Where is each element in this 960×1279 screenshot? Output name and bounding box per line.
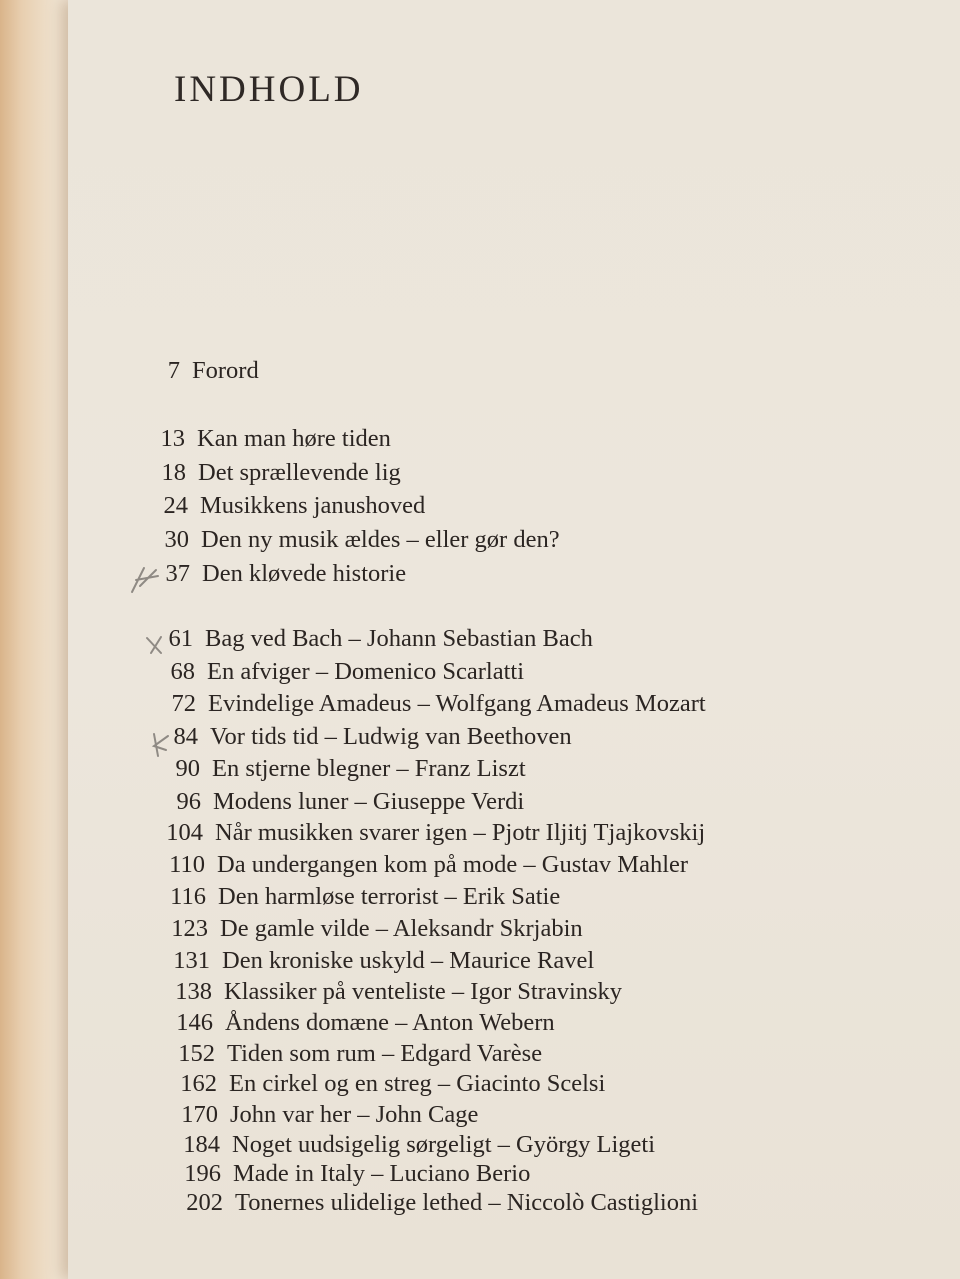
toc-page-number: 162: [180, 1070, 217, 1097]
toc-page-number: 123: [171, 915, 208, 942]
toc-entry: [148, 690, 706, 718]
toc-page-number: 90: [175, 755, 200, 782]
toc-page-number: 196: [184, 1160, 221, 1187]
toc-page-number: 138: [175, 978, 212, 1005]
toc-entry: [158, 883, 560, 911]
toc-page-number: 116: [170, 883, 206, 910]
toc-entry: [172, 1131, 655, 1159]
toc-entry-title: Made in Italy – Luciano Berio: [233, 1160, 531, 1187]
toc-entry-title: Forord: [192, 357, 259, 384]
toc-entry: [132, 357, 259, 385]
toc-entry: [155, 819, 705, 847]
toc-entry: [147, 658, 524, 686]
toc-entry: [162, 947, 594, 975]
toc-page-number: 104: [166, 819, 203, 846]
toc-entry: [165, 1009, 555, 1037]
toc-entry: [141, 526, 560, 554]
toc-entry: [160, 915, 583, 943]
toc-entry-title: Evindelige Amadeus – Wolfgang Amadeus Mozart: [208, 690, 706, 717]
toc-entry: [157, 851, 688, 879]
toc-page-number: 170: [181, 1101, 218, 1128]
toc-entry: [167, 1040, 542, 1068]
toc-page-number: 30: [164, 526, 189, 553]
toc-entry: [175, 1189, 698, 1217]
toc-page-number: 24: [163, 492, 188, 519]
toc-page-number: 68: [170, 658, 195, 685]
toc-entry-title: Bag ved Bach – Johann Sebastian Bach: [205, 625, 593, 652]
toc-entry: [169, 1070, 605, 1098]
toc-page-number: 110: [169, 851, 205, 878]
toc-entry: [153, 788, 524, 816]
toc-entry-title: Den kroniske uskyld – Maurice Ravel: [222, 947, 595, 974]
toc-entry-title: Når musikken svarer igen – Pjotr Iljitj Tjajkovskij: [215, 819, 706, 846]
toc-page-number: 146: [176, 1009, 213, 1036]
toc-page-number: 202: [186, 1189, 223, 1216]
toc-page-number: 72: [171, 690, 196, 717]
toc-entry-title: Kan man høre tiden: [197, 425, 391, 452]
toc-entry-title: Den kløvede historie: [202, 560, 407, 587]
toc-entry-title: Den harmløse terrorist – Erik Satie: [218, 883, 561, 910]
pencil-cross-icon: [143, 633, 167, 657]
toc-entry: [145, 625, 593, 653]
toc-entry-title: Klassiker på venteliste – Igor Stravinsky: [224, 978, 623, 1005]
toc-entry: [140, 492, 425, 520]
toc-entry: [142, 560, 406, 588]
toc-entry-title: Det sprællevende lig: [198, 459, 401, 486]
toc-entry-title: En stjerne blegner – Franz Liszt: [212, 755, 526, 782]
toc-page-number: 84: [173, 723, 198, 750]
toc-entry-title: En afviger – Domenico Scarlatti: [207, 658, 525, 685]
toc-page-number: 18: [161, 459, 186, 486]
pencil-mark-icon: [128, 562, 162, 596]
toc-page-number: 131: [173, 947, 210, 974]
toc-entry-title: Tonernes ulidelige lethed – Niccolò Castiglioni: [235, 1189, 698, 1216]
toc-entry: [173, 1160, 530, 1188]
toc-entry-title: Den ny musik ældes – eller gør den?: [201, 526, 560, 553]
toc-entry: [152, 755, 526, 783]
toc-entry-title: John var her – John Cage: [230, 1101, 479, 1128]
toc-page-number: 96: [176, 788, 201, 815]
toc-entry-title: Da undergangen kom på mode – Gustav Mahler: [217, 851, 689, 878]
toc-page-number: 184: [183, 1131, 220, 1158]
toc-entry-title: Vor tids tid – Ludwig van Beethoven: [210, 723, 572, 750]
toc-entry: [170, 1101, 478, 1129]
toc-entry: [138, 459, 401, 487]
toc-entry-title: Åndens domæne – Anton Webern: [225, 1009, 555, 1036]
pencil-cross-icon: [148, 730, 174, 760]
toc-entry-title: De gamle vilde – Aleksandr Skrjabin: [220, 915, 583, 942]
toc-entry-title: Noget uudsigelig sørgeligt – György Ligeti: [232, 1131, 656, 1158]
toc-page-number: 13: [160, 425, 185, 452]
toc-entry-title: En cirkel og en streg – Giacinto Scelsi: [229, 1070, 606, 1097]
toc-page-number: 152: [178, 1040, 215, 1067]
toc-page-number: 7: [167, 357, 180, 384]
toc-entry: [164, 978, 622, 1006]
toc-entry-title: Modens luner – Giuseppe Verdi: [213, 788, 525, 815]
toc-entry: [150, 723, 572, 751]
page-title: INDHOLD: [174, 69, 364, 110]
toc-entry-title: Tiden som rum – Edgard Varèse: [227, 1040, 543, 1067]
toc-page-number: 37: [165, 560, 190, 587]
toc-entry: [137, 425, 391, 453]
toc-entry-title: Musikkens janushoved: [200, 492, 426, 519]
toc-page-number: 61: [168, 625, 193, 652]
